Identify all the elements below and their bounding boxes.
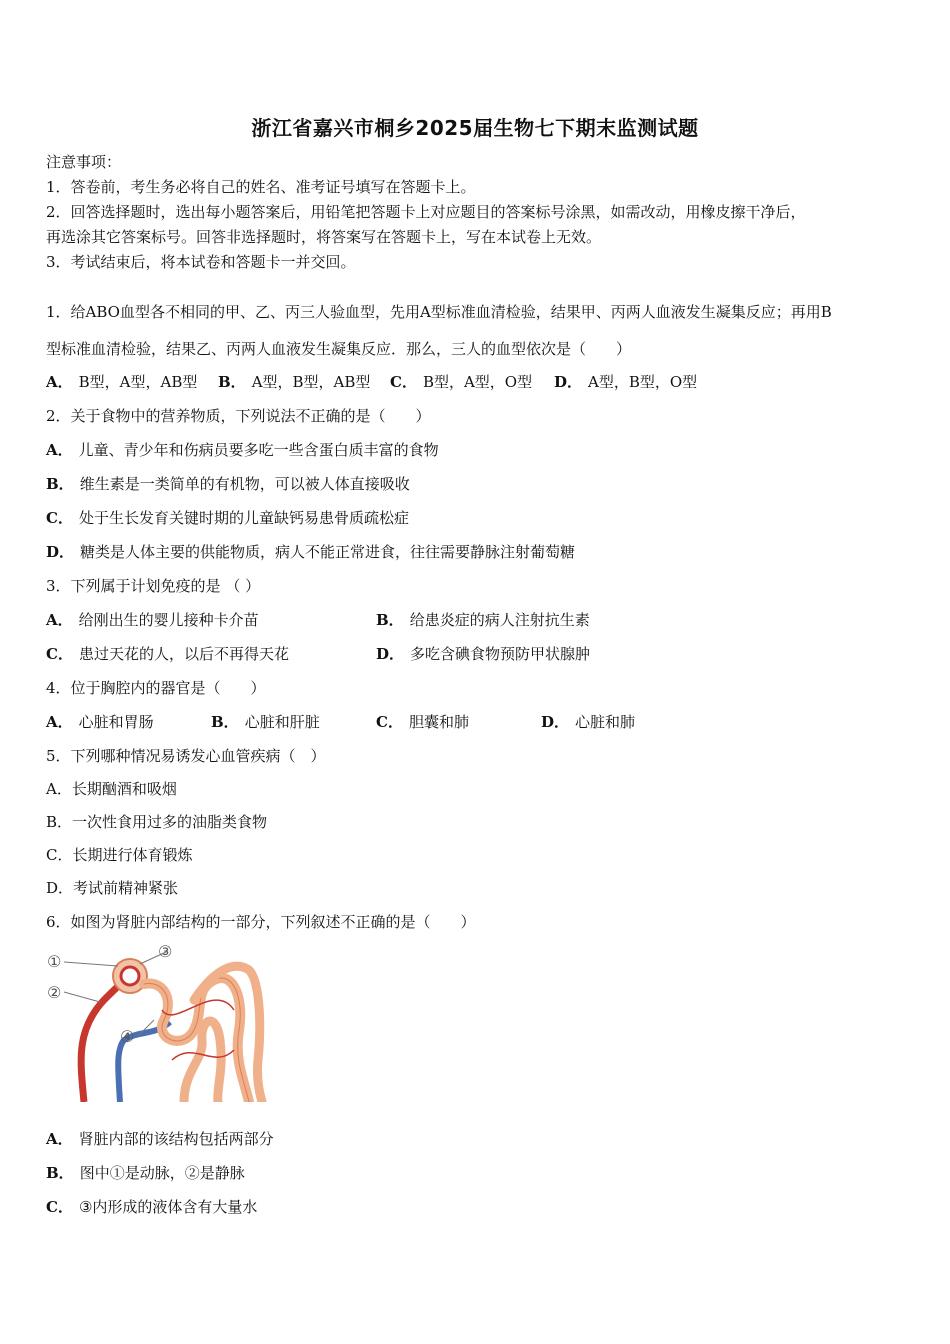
q2-option-d	[46, 542, 575, 562]
option-text: B型，A型，AB型	[78, 373, 198, 391]
option-text: 儿童、青少年和伤病员要多吃一些含蛋白质丰富的食物	[78, 441, 439, 459]
option-text: 心脏和肝脏	[244, 713, 320, 731]
figure-label-4: ④	[120, 1027, 135, 1046]
figure-label-2: ②	[47, 983, 62, 1002]
option-label: B．	[46, 475, 74, 493]
option-text: 患过天花的人，以后不再得天花	[78, 645, 289, 663]
option-text: 图中①是动脉，②是静脉	[79, 1164, 245, 1182]
notice-heading: 注意事项：	[46, 153, 122, 171]
option-label: C．	[46, 509, 73, 527]
q5-stem: 5．下列哪种情况易诱发心血管疾病（ ）	[46, 747, 326, 765]
option-text: 胆囊和肺	[408, 713, 469, 731]
q6-option-c	[46, 1197, 257, 1217]
notice-item-2-cont: 再选涂其它答案标号。回答非选择题时，将答案写在答题卡上，写在本试卷上无效。	[46, 228, 602, 246]
q5-option-d: D．考试前精神紧张	[46, 879, 179, 897]
option-label: A．	[46, 373, 73, 391]
q2-stem: 2．关于食物中的营养物质，下列说法不正确的是（ ）	[46, 407, 431, 425]
option-label: D．	[541, 713, 570, 731]
q2-option-b	[46, 474, 410, 494]
q1-option-a	[46, 372, 197, 392]
option-text: A型，B型，AB型	[251, 373, 371, 391]
option-label: A．	[46, 611, 73, 629]
q1-stem-line1: 1．给ABO血型各不相同的甲、乙、丙三人验血型，先用A型标准血清检验，结果甲、丙两人血液发生凝集反应；再用B	[46, 303, 832, 321]
option-label: D．	[554, 373, 583, 391]
q5-option-b: B．一次性食用过多的油脂类食物	[46, 813, 268, 831]
q3-option-d	[376, 644, 590, 664]
option-text: 处于生长发育关键时期的儿童缺钙易患骨质疏松症	[78, 509, 409, 527]
q6-stem: 6．如图为肾脏内部结构的一部分，下列叙述不正确的是（ ）	[46, 913, 476, 931]
callout-line	[64, 962, 118, 966]
q1-option-b	[218, 372, 370, 392]
q3-option-a	[46, 610, 259, 630]
q4-option-b	[211, 712, 320, 732]
figure-label-1: ①	[47, 952, 62, 971]
q3-option-b	[376, 610, 590, 630]
option-label: C．	[46, 1198, 73, 1216]
option-text: B型，A型，O型	[422, 373, 533, 391]
notice-item-1: 1．答卷前，考生务必将自己的姓名、准考证号填写在答题卡上。	[46, 178, 476, 196]
q1-option-d	[554, 372, 697, 392]
option-text: 给患炎症的病人注射抗生素	[409, 611, 590, 629]
glomerulus	[121, 967, 139, 985]
option-label: A．	[46, 713, 73, 731]
option-text: 糖类是人体主要的供能物质，病人不能正常进食，往往需要静脉注射葡萄糖	[80, 543, 576, 561]
q2-option-c	[46, 508, 409, 528]
page-title: 浙江省嘉兴市桐乡2025届生物七下期末监测试题	[251, 116, 699, 140]
q2-option-a	[46, 440, 439, 460]
option-label: D．	[46, 543, 75, 561]
callout-line	[64, 992, 100, 1002]
option-label: B．	[218, 373, 246, 391]
option-label: B．	[376, 611, 404, 629]
option-label: A．	[46, 1130, 73, 1148]
option-label: A．	[46, 441, 73, 459]
q5-option-a: A．长期酗酒和吸烟	[46, 780, 177, 798]
option-text: 多吃含碘食物预防甲状腺肿	[410, 645, 591, 663]
option-label: C．	[390, 373, 417, 391]
option-label: C．	[376, 713, 403, 731]
q4-stem: 4．位于胸腔内的器官是（ ）	[46, 679, 266, 697]
q3-option-c	[46, 644, 289, 664]
option-text: A型，B型，O型	[588, 373, 698, 391]
notice-item-3: 3．考试结束后，将本试卷和答题卡一并交回。	[46, 253, 356, 271]
option-label: B．	[211, 713, 239, 731]
option-text: ③内形成的液体含有大量水	[78, 1198, 258, 1216]
option-label: D．	[376, 645, 405, 663]
q1-stem-line2: 型标准血清检验，结果乙、丙两人血液发生凝集反应．那么，三人的血型依次是（ ）	[46, 340, 632, 358]
q1-option-c	[390, 372, 532, 392]
q6-option-b	[46, 1163, 245, 1183]
option-text: 维生素是一类简单的有机物，可以被人体直接吸收	[79, 475, 410, 493]
option-label: C．	[46, 645, 73, 663]
option-text: 心脏和肺	[575, 713, 636, 731]
figure-label-3: ③	[158, 942, 173, 961]
q4-option-c	[376, 712, 469, 732]
option-text: 给刚出生的婴儿接种卡介苗	[78, 611, 259, 629]
option-label: B．	[46, 1164, 74, 1182]
notice-item-2: 2．回答选择题时，选出每小题答案后，用铅笔把答题卡上对应题目的答案标号涂黑，如需改动，用橡皮擦干净后，	[46, 203, 806, 221]
q3-stem: 3．下列属于计划免疫的是 （ ）	[46, 577, 261, 595]
q5-option-c: C．长期进行体育锻炼	[46, 846, 193, 864]
nephron-figure	[44, 940, 269, 1102]
q6-option-a	[46, 1129, 274, 1149]
q4-option-a	[46, 712, 154, 732]
option-text: 肾脏内部的该结构包括两部分	[78, 1130, 274, 1148]
option-text: 心脏和胃肠	[78, 713, 154, 731]
q4-option-d	[541, 712, 635, 732]
